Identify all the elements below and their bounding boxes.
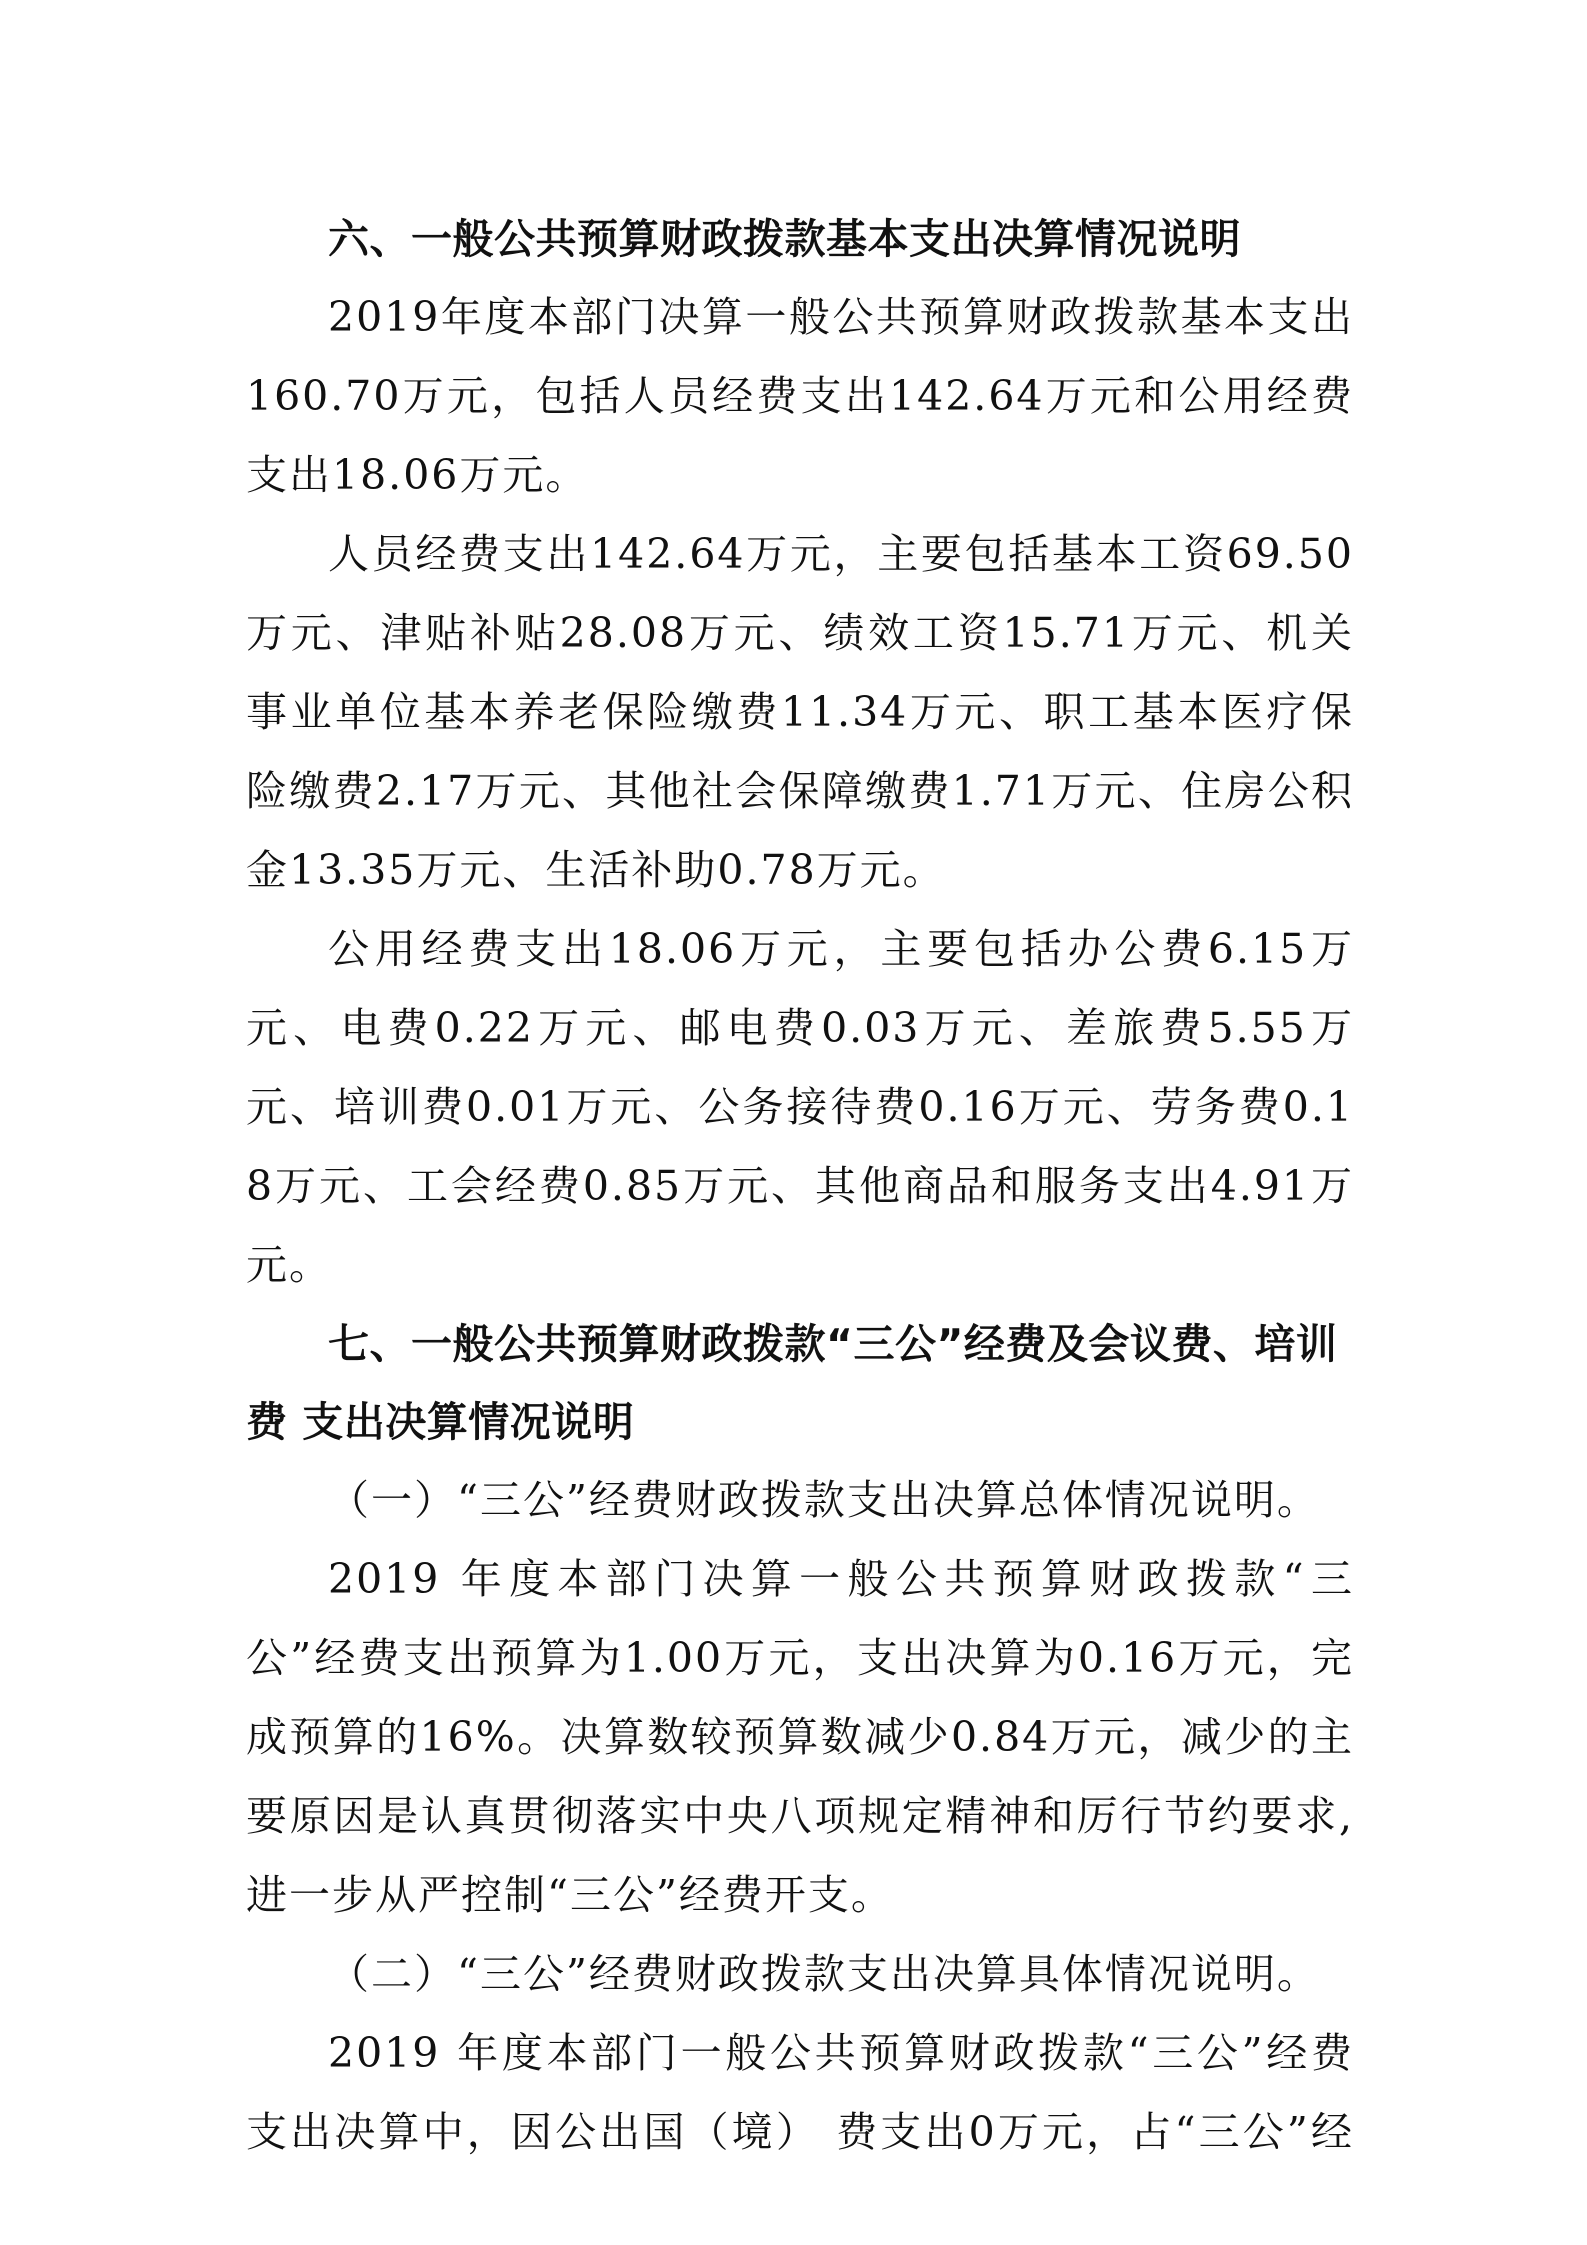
section-7-subheading-1: （一）“三公”经费财政拨款支出决算总体情况说明。 [328,1476,1320,1524]
section-7-paragraph-overall: 2019 年度本部门决算一般公共预算财政拨款“三公”经费支出预算为1.00万元，支出决算为0.16万元，完成预算的16%。决算数较预算数减少0.84万元，减少的主要原因是认真贯彻落实中央八项规定精神和厉行节约要求,进一步从严控制“三公”经费开支。 [246,1555,1354,1919]
section-7-subheading-2: （二）“三公”经费财政拨款支出决算具体情况说明。 [328,1950,1320,1998]
section-7-paragraph-details: 2019 年度本部门一般公共预算财政拨款“三公”经费支出决算中，因公出国（境） 费支出0万元，占“三公”经 [246,2029,1354,2156]
section-6-paragraph-basic-expenditure: 2019年度本部门决算一般公共预算财政拨款基本支出160.70万元，包括人员经费支出142.64万元和公用经费支出18.06万元。 [246,293,1354,499]
section-7-heading: 七、一般公共预算财政拨款“三公”经费及会议费、培训费 支出决算情况说明 [246,1320,1338,1446]
section-6-heading: 六、一般公共预算财政拨款基本支出决算情况说明 [328,215,1241,263]
section-6-paragraph-public-expenditure: 公用经费支出18.06万元，主要包括办公费6.15万元、电费0.22万元、邮电费0.03万元、差旅费5.55万元、培训费0.01万元、公务接待费0.16万元、劳务费0.18万元、工会经费0.85万元、其他商品和服务支出4.91万元。 [246,925,1354,1289]
document-body [246,200,1354,2172]
section-6-paragraph-personnel-expenditure: 人员经费支出142.64万元，主要包括基本工资69.50万元、津贴补贴28.08万元、绩效工资15.71万元、机关事业单位基本养老保险缴费11.34万元、职工基本医疗保险缴费2.17万元、其他社会保障缴费1.71万元、住房公积金13.35万元、生活补助0.78万元。 [246,530,1354,894]
